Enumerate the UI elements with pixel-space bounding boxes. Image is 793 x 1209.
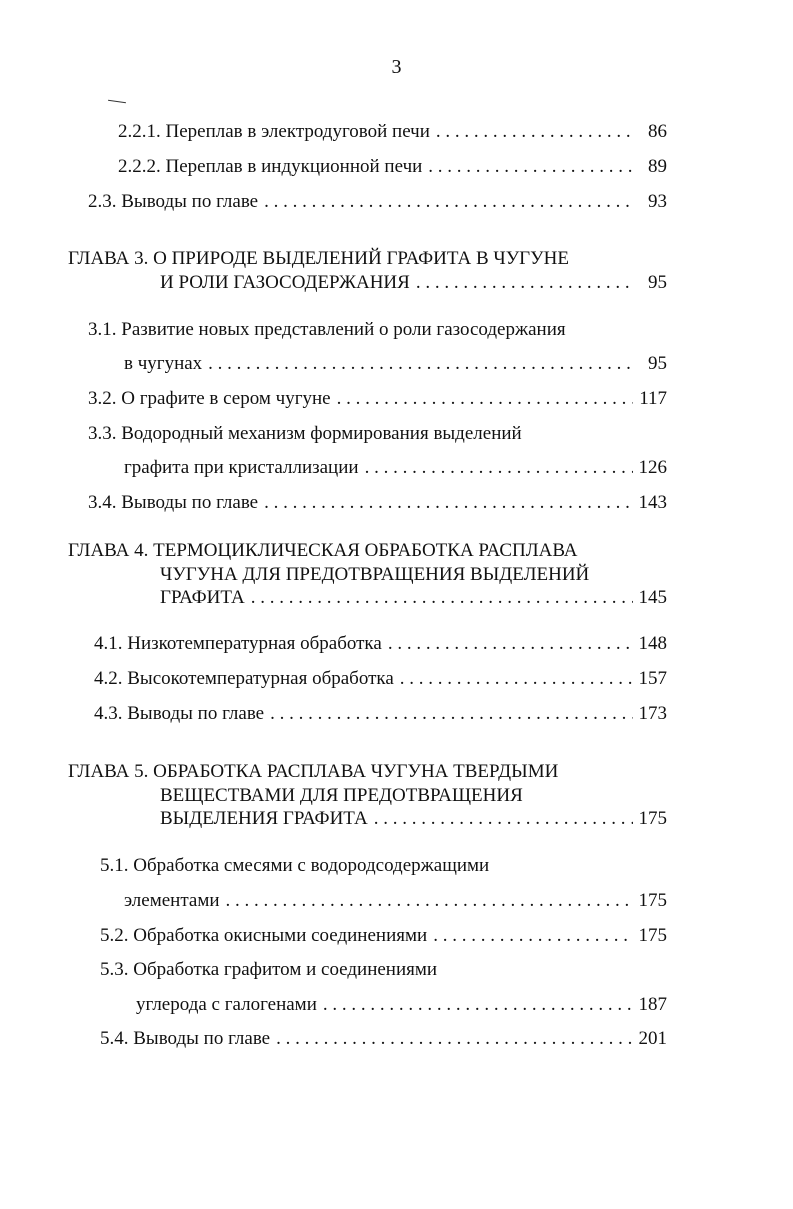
toc-entry-title: 5.2. Обработка окисными соединениями [100,925,428,946]
toc-entry-title: И РОЛИ ГАЗОСОДЕРЖАНИЯ [160,272,410,293]
toc-entry-title: элементами [124,890,220,911]
chapter-heading-line: ГЛАВА 5. ОБРАБОТКА РАСПЛАВА ЧУГУНА ТВЕРДЫМИ [68,761,559,782]
toc-leader [428,155,633,179]
toc-entry-page: 157 [638,668,667,689]
toc-entry-title: углерода с галогенами [136,994,317,1015]
toc-entry-title: 2.2.2. Переплав в индукционной печи [118,156,423,177]
toc-leader [433,924,632,948]
toc-leader [270,702,632,726]
toc-leader [264,190,633,214]
toc-entry-page: 145 [638,587,667,608]
toc-entry[interactable] [94,632,667,656]
toc-leader [323,993,633,1017]
toc-entry-title: графита при кристаллизации [124,457,359,478]
toc-leader [416,271,633,295]
toc-entry[interactable] [88,190,667,214]
toc-entry-title: 2.2.1. Переплав в электродуговой печи [118,121,430,142]
chapter-heading-line: ВЕЩЕСТВАМИ ДЛЯ ПРЕДОТВРАЩЕНИЯ [160,785,523,806]
toc-entry-page: 89 [648,156,667,177]
toc-entry[interactable] [124,456,667,480]
toc-leader [276,1027,632,1051]
toc-entry-page: 93 [648,191,667,212]
toc-leader [226,889,633,913]
toc-entry-title: 4.2. Высокотемпературная обработка [94,668,394,689]
toc-entry-page: 175 [638,808,667,829]
toc-entry[interactable] [88,491,667,515]
toc-entry-page: 201 [638,1028,667,1049]
toc-entry-title: 3.2. О графите в сером чугуне [88,388,331,409]
toc-leader [251,586,633,610]
toc-entry[interactable] [88,387,667,411]
toc-entry-title-line: 5.1. Обработка смесями с водородсодержащими [100,855,490,876]
toc-leader [388,632,633,656]
toc-entry[interactable] [160,807,667,831]
toc-leader [400,667,633,691]
toc-entry[interactable] [124,352,667,376]
toc-entry-page: 175 [638,890,667,911]
toc-entry[interactable] [124,889,667,913]
toc-entry[interactable] [118,155,667,179]
toc-entry-page: 143 [638,492,667,513]
toc-entry-page: 148 [638,633,667,654]
toc-entry-title: 3.4. Выводы по главе [88,492,259,513]
toc-entry-page: 95 [648,272,667,293]
toc-entry-page: 86 [648,121,667,142]
toc-entry-page: 175 [638,925,667,946]
chapter-heading-line: ЧУГУНА ДЛЯ ПРЕДОТВРАЩЕНИЯ ВЫДЕЛЕНИЙ [160,564,590,585]
toc-leader [337,387,633,411]
toc-entry-title: в чугунах [124,353,203,374]
toc-entry-title: ВЫДЕЛЕНИЯ ГРАФИТА [160,808,368,829]
toc-entry-page: 95 [648,353,667,374]
toc-entry-title: 4.1. Низкотемпературная обработка [94,633,382,654]
toc-entry[interactable] [118,120,667,144]
page-number: 3 [391,56,402,78]
chapter-heading-line: ГЛАВА 3. О ПРИРОДЕ ВЫДЕЛЕНИЙ ГРАФИТА В ЧУГУНЕ [68,248,569,269]
toc-entry-title-line: 3.1. Развитие новых представлений о роли газосодержания [88,319,566,340]
toc-entry-page: 173 [638,703,667,724]
toc-leader [365,456,633,480]
toc-leader [436,120,633,144]
chapter-heading-line: ГЛАВА 4. ТЕРМОЦИКЛИЧЕСКАЯ ОБРАБОТКА РАСПЛАВА [68,540,578,561]
toc-entry-title: 4.3. Выводы по главе [94,703,265,724]
toc-entry[interactable] [160,271,667,295]
toc-leader [374,807,633,831]
toc-entry-title: 5.4. Выводы по главе [100,1028,271,1049]
toc-entry-title-line: 5.3. Обработка графитом и соединениями [100,959,438,980]
toc-entry[interactable] [100,924,667,948]
toc-entry-page: 187 [638,994,667,1015]
toc-entry[interactable] [100,1027,667,1051]
toc-entry-title: ГРАФИТА [160,587,245,608]
toc-leader [208,352,633,376]
toc-entry-title-line: 3.3. Водородный механизм формирования выделений [88,423,522,444]
toc-entry-page: 117 [639,388,667,409]
toc-entry[interactable] [94,702,667,726]
toc-entry-page: 126 [638,457,667,478]
toc-entry[interactable] [94,667,667,691]
toc-entry[interactable] [136,993,667,1017]
toc-entry[interactable] [160,586,667,610]
toc-entry-title: 2.3. Выводы по главе [88,191,259,212]
toc-leader [264,491,632,515]
pen-mark [108,100,126,103]
